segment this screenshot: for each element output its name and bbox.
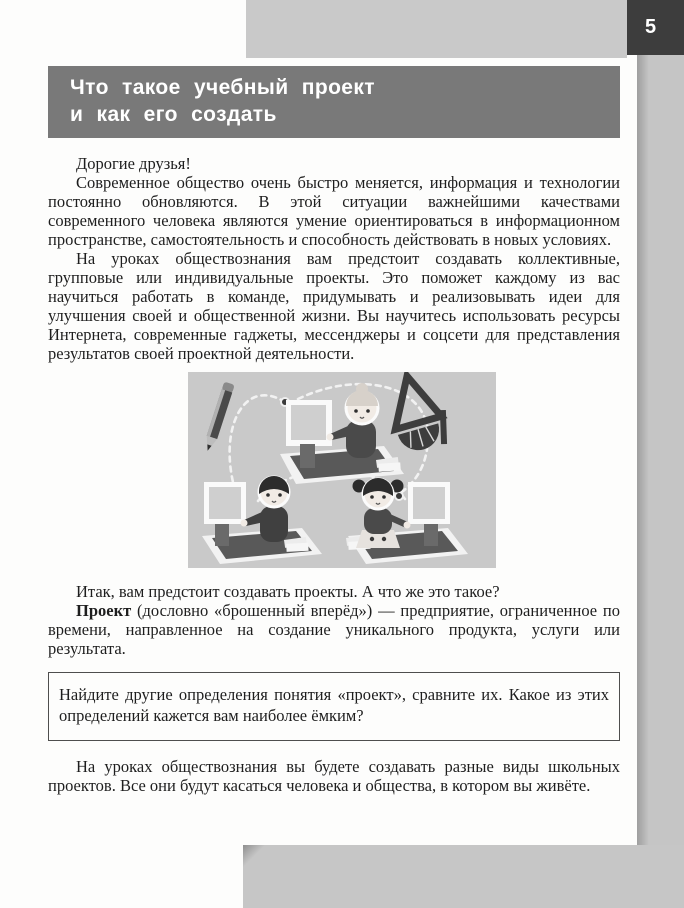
chapter-title-line2: и как его создать [70,103,277,126]
definition-term: Проект [76,601,132,620]
final-paragraph: На уроках обществознания вы будете создавать разные виды школьных проектов. Все они будут касаться человека и общества, в котором вы живёте. [48,757,620,795]
body-text [48,154,620,795]
lessons-paragraph: На уроках обществознания вам предстоит создавать коллективные, групповые или индивидуальные проекты. Это поможет каждому из вас научиться работать в команде, придумывать и реализовывать идеи для улучшения своей и общественной жизни. Вы научитесь использовать ресурсы Интернета, современные гаджеты, мессенджеры и соцсети для представления результатов своей проектной деятельности. [48,249,620,363]
illustration-children-laptops [188,372,496,568]
task-box [48,672,620,741]
question-paragraph: Итак, вам предстоит создавать проекты. А что же это такое? [76,582,500,601]
chapter-title-line1: Что такое учебный проект [70,76,375,99]
definition-paragraph [48,601,620,658]
scan-background-right [637,55,684,908]
page-content [48,0,620,795]
greeting-line: Дорогие друзья! [76,154,191,173]
scan-background-bottom [243,845,684,908]
chapter-title-banner [48,66,620,138]
page-number: 5 [644,16,657,38]
intro-paragraph: Современное общество очень быстро меняется, информация и технологии постоянно обновляются. В этой ситуации важнейшими качествами современного человека являются умение ориентироваться в информационном пространстве, самостоятельность и способность действовать в новых условиях. [48,173,620,249]
task-box-text: Найдите другие определения понятия «проект», сравните их. Какое из этих определений кажется вам наиболее ёмким? [59,685,609,725]
page-number-badge [627,0,684,55]
definition-text: (дословно «брошенный вперёд») — предприятие, ограниченное по времени, направленное на создание уникального продукта, услуги или результата. [48,601,620,658]
